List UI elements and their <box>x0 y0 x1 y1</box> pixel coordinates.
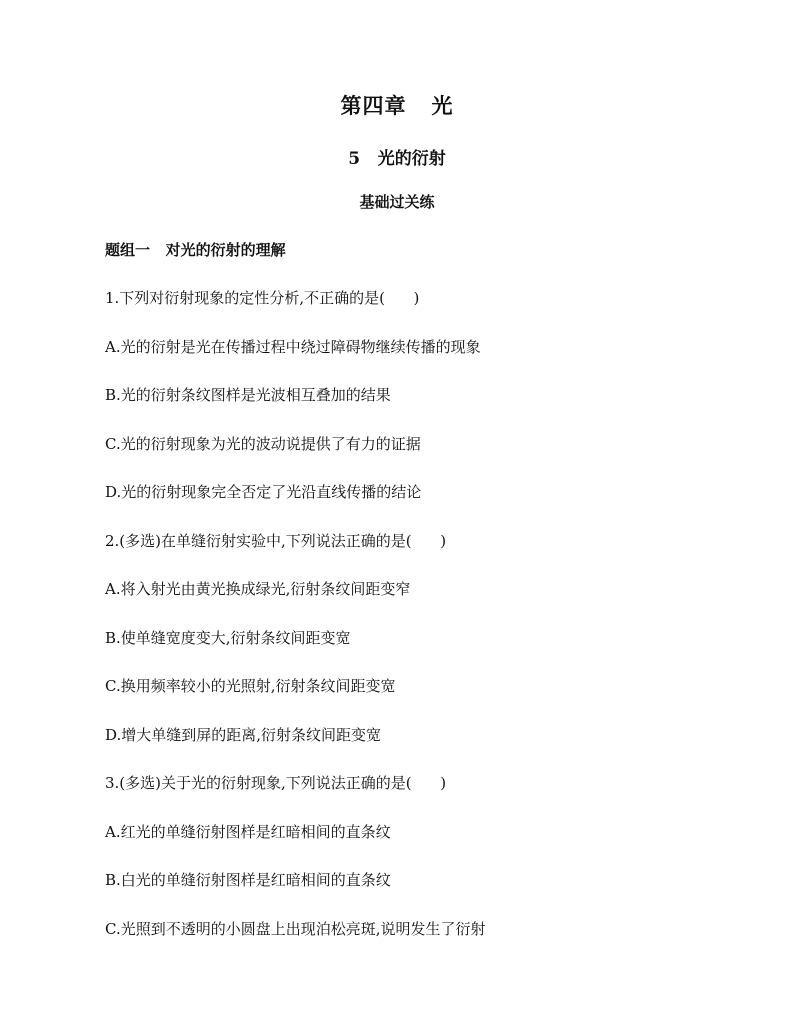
question-3-option-b: B.白光的单缝衍射图样是红暗相间的直条纹 <box>105 871 391 889</box>
question-2-option-c: C.换用频率较小的光照射,衍射条纹间距变宽 <box>105 677 396 695</box>
section-title: 5 光的衍射 <box>348 149 446 169</box>
question-2-option-d: D.增大单缝到屏的距离,衍射条纹间距变宽 <box>105 726 382 744</box>
question-1-option-d: D.光的衍射现象完全否定了光沿直线传播的结论 <box>105 483 422 501</box>
question-3-option-a: A.红光的单缝衍射图样是红暗相间的直条纹 <box>105 823 391 841</box>
group-title: 题组一 对光的衍射的理解 <box>105 241 286 259</box>
question-2-option-a: A.将入射光由黄光换成绿光,衍射条纹间距变窄 <box>105 580 411 598</box>
question-1-option-a: A.光的衍射是光在传播过程中绕过障碍物继续传播的现象 <box>105 338 481 356</box>
question-1: 1.下列对衍射现象的定性分析,不正确的是( ) <box>105 289 420 307</box>
sub-title: 基础过关练 <box>359 193 435 211</box>
question-1-option-b: B.光的衍射条纹图样是光波相互叠加的结果 <box>105 386 391 404</box>
question-2-option-b: B.使单缝宽度变大,衍射条纹间距变宽 <box>105 629 351 647</box>
question-2: 2.(多选)在单缝衍射实验中,下列说法正确的是( ) <box>105 532 447 550</box>
question-3-option-c: C.光照到不透明的小圆盘上出现泊松亮斑,说明发生了衍射 <box>105 920 486 938</box>
question-3: 3.(多选)关于光的衍射现象,下列说法正确的是( ) <box>105 774 447 792</box>
chapter-title: 第四章 光 <box>340 93 454 118</box>
question-1-option-c: C.光的衍射现象为光的波动说提供了有力的证据 <box>105 435 421 453</box>
